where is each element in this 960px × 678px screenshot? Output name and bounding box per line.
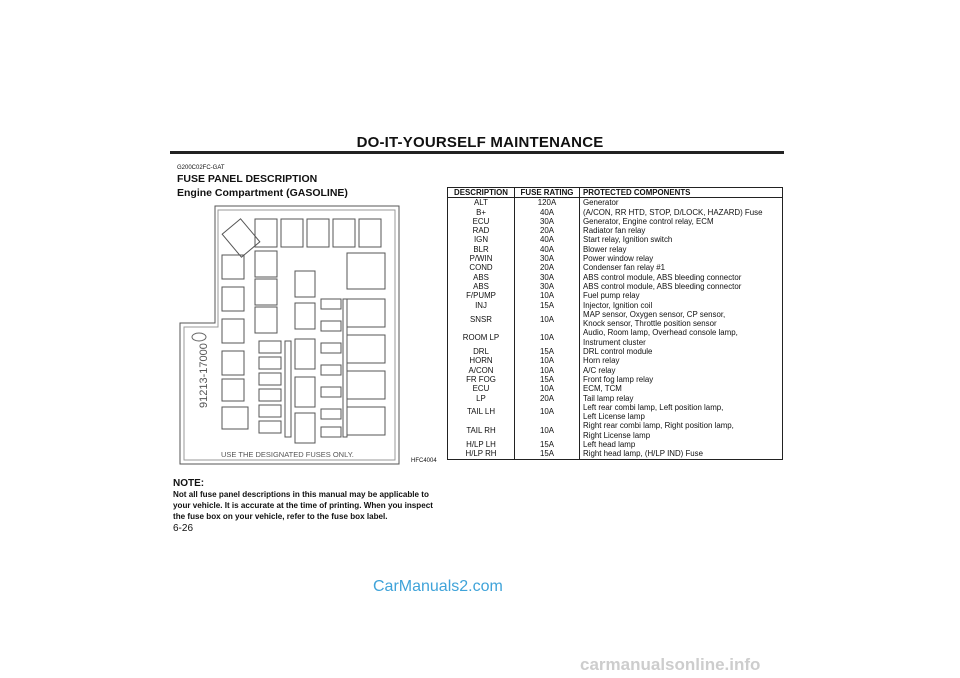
- table-row: [448, 263, 783, 272]
- component-line: Fuel pump relay: [583, 291, 640, 301]
- protected-components: [580, 273, 783, 282]
- protected-components: [580, 217, 783, 226]
- fuse-rating: 120A: [515, 198, 580, 208]
- fuse-slot: [295, 339, 315, 369]
- table-row: [448, 245, 783, 254]
- component-line: DRL control module: [583, 347, 653, 357]
- hyundai-logo: [192, 333, 206, 341]
- fuse-slot: [222, 219, 260, 257]
- protected-components: [580, 282, 783, 291]
- section-title: FUSE PANEL DESCRIPTION: [177, 173, 318, 185]
- table-row: [448, 226, 783, 235]
- component-line: Right head lamp, (H/LP IND) Fuse: [583, 449, 704, 459]
- fuse-slot: [321, 299, 341, 309]
- component-line: ABS control module, ABS bleeding connector: [583, 272, 742, 282]
- fuse-slot: [347, 371, 385, 399]
- fuse-description: BLR: [448, 245, 515, 254]
- table-row: [448, 291, 783, 300]
- fuse-rating: 20A: [515, 263, 580, 272]
- fuse-slot: [281, 219, 303, 247]
- fuse-description: RAD: [448, 226, 515, 235]
- component-line: A/C relay: [583, 365, 616, 375]
- fuse-slot: [222, 407, 248, 429]
- table-row: [448, 310, 783, 329]
- table-row: [448, 366, 783, 375]
- fuse-slot: [295, 377, 315, 407]
- page-number: 6-26: [173, 523, 194, 534]
- protected-components: [580, 394, 783, 403]
- protected-components: [580, 356, 783, 365]
- page-header-title: DO-IT-YOURSELF MAINTENANCE: [356, 134, 604, 151]
- fuse-table: [447, 187, 783, 460]
- table-row: [448, 403, 783, 422]
- fuse-rating: 30A: [515, 273, 580, 282]
- fuse-rating: 10A: [515, 403, 580, 422]
- fuse-slot: [347, 335, 385, 363]
- fuse-description: INJ: [448, 301, 515, 310]
- component-line: Left rear combi lamp, Left position lamp,: [583, 402, 724, 412]
- table-row: [448, 384, 783, 393]
- fuse-slot: [255, 307, 277, 333]
- table-row: [448, 394, 783, 403]
- fuse-slot: [347, 407, 385, 435]
- fuse-slot: [222, 255, 244, 279]
- protected-components: [580, 403, 783, 422]
- protected-components: [580, 440, 783, 449]
- fuse-slot: [285, 341, 291, 437]
- component-line: Start relay, Ignition switch: [583, 235, 673, 245]
- protected-components: [580, 347, 783, 356]
- fuse-slot: [321, 387, 341, 397]
- fuse-rating: 10A: [515, 384, 580, 393]
- fuse-slot: [222, 351, 244, 375]
- component-line: Power window relay: [583, 254, 654, 264]
- component-line: Horn relay: [583, 356, 620, 366]
- fuse-description: COND: [448, 263, 515, 272]
- fuse-slot: [295, 303, 315, 329]
- fuse-rating: 40A: [515, 235, 580, 244]
- fuse-rating: 10A: [515, 328, 580, 347]
- fuse-rating: 10A: [515, 421, 580, 440]
- note-heading: NOTE:: [173, 478, 205, 489]
- fuse-slot: [321, 427, 341, 437]
- table-row: [448, 198, 783, 208]
- diagram-footer-text: USE THE DESIGNATED FUSES ONLY.: [221, 450, 354, 459]
- fuse-slot: [359, 219, 381, 247]
- fuse-slot: [321, 409, 341, 419]
- table-row: [448, 217, 783, 226]
- fuse-rating: 40A: [515, 208, 580, 217]
- protected-components: [580, 328, 783, 347]
- table-row: [448, 328, 783, 347]
- table-row: [448, 440, 783, 449]
- fuse-description: ECU: [448, 384, 515, 393]
- fuse-rating: 15A: [515, 449, 580, 459]
- fuse-rating: 30A: [515, 254, 580, 263]
- fuse-slot: [321, 321, 341, 331]
- table-row: [448, 282, 783, 291]
- part-number: 91213-17000: [198, 343, 210, 408]
- watermark-text: carmanualsonline.info: [580, 655, 761, 674]
- fuse-description: ROOM LP: [448, 328, 515, 347]
- component-line: (A/CON, RR HTD, STOP, D/LOCK, HAZARD) Fuse: [583, 207, 763, 217]
- fuse-slot: [343, 299, 347, 437]
- component-line: Left head lamp: [583, 440, 636, 450]
- fuse-description: F/PUMP: [448, 291, 515, 300]
- table-row: [448, 449, 783, 459]
- protected-components: [580, 245, 783, 254]
- protected-components: [580, 198, 783, 208]
- component-line: Right rear combi lamp, Right position lamp,: [583, 421, 734, 431]
- fuse-description: HORN: [448, 356, 515, 365]
- component-line: Injector, Ignition coil: [583, 300, 653, 310]
- fuse-rating: 20A: [515, 394, 580, 403]
- table-row: [448, 208, 783, 217]
- component-line: Knock sensor, Throttle position sensor: [583, 319, 717, 329]
- protected-components: [580, 421, 783, 440]
- fuse-rating: 30A: [515, 282, 580, 291]
- component-line: Blower relay: [583, 244, 627, 254]
- fuse-table-body: [448, 198, 783, 459]
- fuse-description: ECU: [448, 217, 515, 226]
- fuse-rating: 10A: [515, 356, 580, 365]
- fuse-box-diagram: [177, 203, 443, 467]
- fuse-slot: [222, 319, 244, 343]
- component-line: Generator: [583, 198, 619, 208]
- protected-components: [580, 384, 783, 393]
- fuse-rating: 15A: [515, 301, 580, 310]
- fuse-slot: [259, 357, 281, 369]
- fuse-rating: 40A: [515, 245, 580, 254]
- table-row: [448, 235, 783, 244]
- fuse-description: TAIL RH: [448, 421, 515, 440]
- fuse-rating: 10A: [515, 291, 580, 300]
- fuse-description: SNSR: [448, 310, 515, 329]
- fuse-description: H/LP LH: [448, 440, 515, 449]
- column-header: FUSE RATING: [515, 188, 580, 198]
- protected-components: [580, 375, 783, 384]
- table-row: [448, 375, 783, 384]
- fuse-slot: [259, 373, 281, 385]
- fuse-slot: [321, 365, 341, 375]
- table-row: [448, 254, 783, 263]
- protected-components: [580, 263, 783, 272]
- protected-components: [580, 366, 783, 375]
- column-header: PROTECTED COMPONENTS: [580, 188, 783, 198]
- fuse-slot: [347, 299, 385, 327]
- fuse-slot: [321, 343, 341, 353]
- table-row: [448, 273, 783, 282]
- component-line: ABS control module, ABS bleeding connector: [583, 281, 742, 291]
- note-body: Not all fuse panel descriptions in this manual may be applicable to your vehicle. It is accurate at the time of printing. When you inspect the fuse box on your vehicle, refer to the fuse box label.: [173, 490, 433, 522]
- component-line: Generator, Engine control relay, ECM: [583, 216, 714, 226]
- component-line: Front fog lamp relay: [583, 374, 654, 384]
- fuse-rating: 15A: [515, 347, 580, 356]
- fuse-description: A/CON: [448, 366, 515, 375]
- table-row: [448, 301, 783, 310]
- component-line: MAP sensor, Oxygen sensor, CP sensor,: [583, 309, 726, 319]
- protected-components: [580, 310, 783, 329]
- protected-components: [580, 235, 783, 244]
- component-line: Audio, Room lamp, Overhead console lamp,: [583, 328, 738, 338]
- fuse-description: B+: [448, 208, 515, 217]
- protected-components: [580, 291, 783, 300]
- component-line: Right License lamp: [583, 430, 651, 440]
- fuse-rating: 20A: [515, 226, 580, 235]
- fuse-rating: 15A: [515, 375, 580, 384]
- component-line: ECM, TCM: [583, 384, 622, 394]
- component-line: Radiator fan relay: [583, 226, 646, 236]
- fuse-slot: [259, 405, 281, 417]
- fuse-description: P/WIN: [448, 254, 515, 263]
- fuse-rating: 10A: [515, 310, 580, 329]
- component-line: Instrument cluster: [583, 337, 646, 347]
- protected-components: [580, 226, 783, 235]
- fuse-slot: [255, 279, 277, 305]
- protected-components: [580, 449, 783, 459]
- fuse-slot: [347, 253, 385, 289]
- fuse-description: FR FOG: [448, 375, 515, 384]
- table-header-row: [448, 188, 783, 198]
- column-header: DESCRIPTION: [448, 188, 515, 198]
- fuse-description: IGN: [448, 235, 515, 244]
- table-row: [448, 347, 783, 356]
- figure-id: HFC4004: [411, 458, 437, 464]
- watermark-link[interactable]: CarManuals2.com: [373, 578, 503, 595]
- fuse-slot: [259, 421, 281, 433]
- fuse-slot: [222, 287, 244, 311]
- fuse-description: DRL: [448, 347, 515, 356]
- fuse-slot: [259, 341, 281, 353]
- fuse-description: TAIL LH: [448, 403, 515, 422]
- fuse-slot: [333, 219, 355, 247]
- fuse-slot: [295, 413, 315, 443]
- component-line: Left License lamp: [583, 412, 645, 422]
- fuse-rating: 10A: [515, 366, 580, 375]
- table-row: [448, 421, 783, 440]
- fuse-description: LP: [448, 394, 515, 403]
- component-line: Condenser fan relay #1: [583, 263, 666, 273]
- fuse-rating: 30A: [515, 217, 580, 226]
- table-row: [448, 356, 783, 365]
- fuse-description: H/LP RH: [448, 449, 515, 459]
- fuse-slot: [295, 271, 315, 297]
- fuse-slot: [307, 219, 329, 247]
- fuse-slot: [259, 389, 281, 401]
- protected-components: [580, 254, 783, 263]
- fuse-description: ABS: [448, 282, 515, 291]
- fuse-slot: [255, 251, 277, 277]
- component-line: Tail lamp relay: [583, 393, 634, 403]
- header-rule: [170, 151, 784, 154]
- fuse-slot: [222, 379, 244, 401]
- fuse-rating: 15A: [515, 440, 580, 449]
- section-code: G200C02FC-GAT: [177, 165, 225, 171]
- fuse-description: ALT: [448, 198, 515, 208]
- fuse-description: ABS: [448, 273, 515, 282]
- section-subtitle: Engine Compartment (GASOLINE): [177, 187, 348, 199]
- protected-components: [580, 301, 783, 310]
- protected-components: [580, 208, 783, 217]
